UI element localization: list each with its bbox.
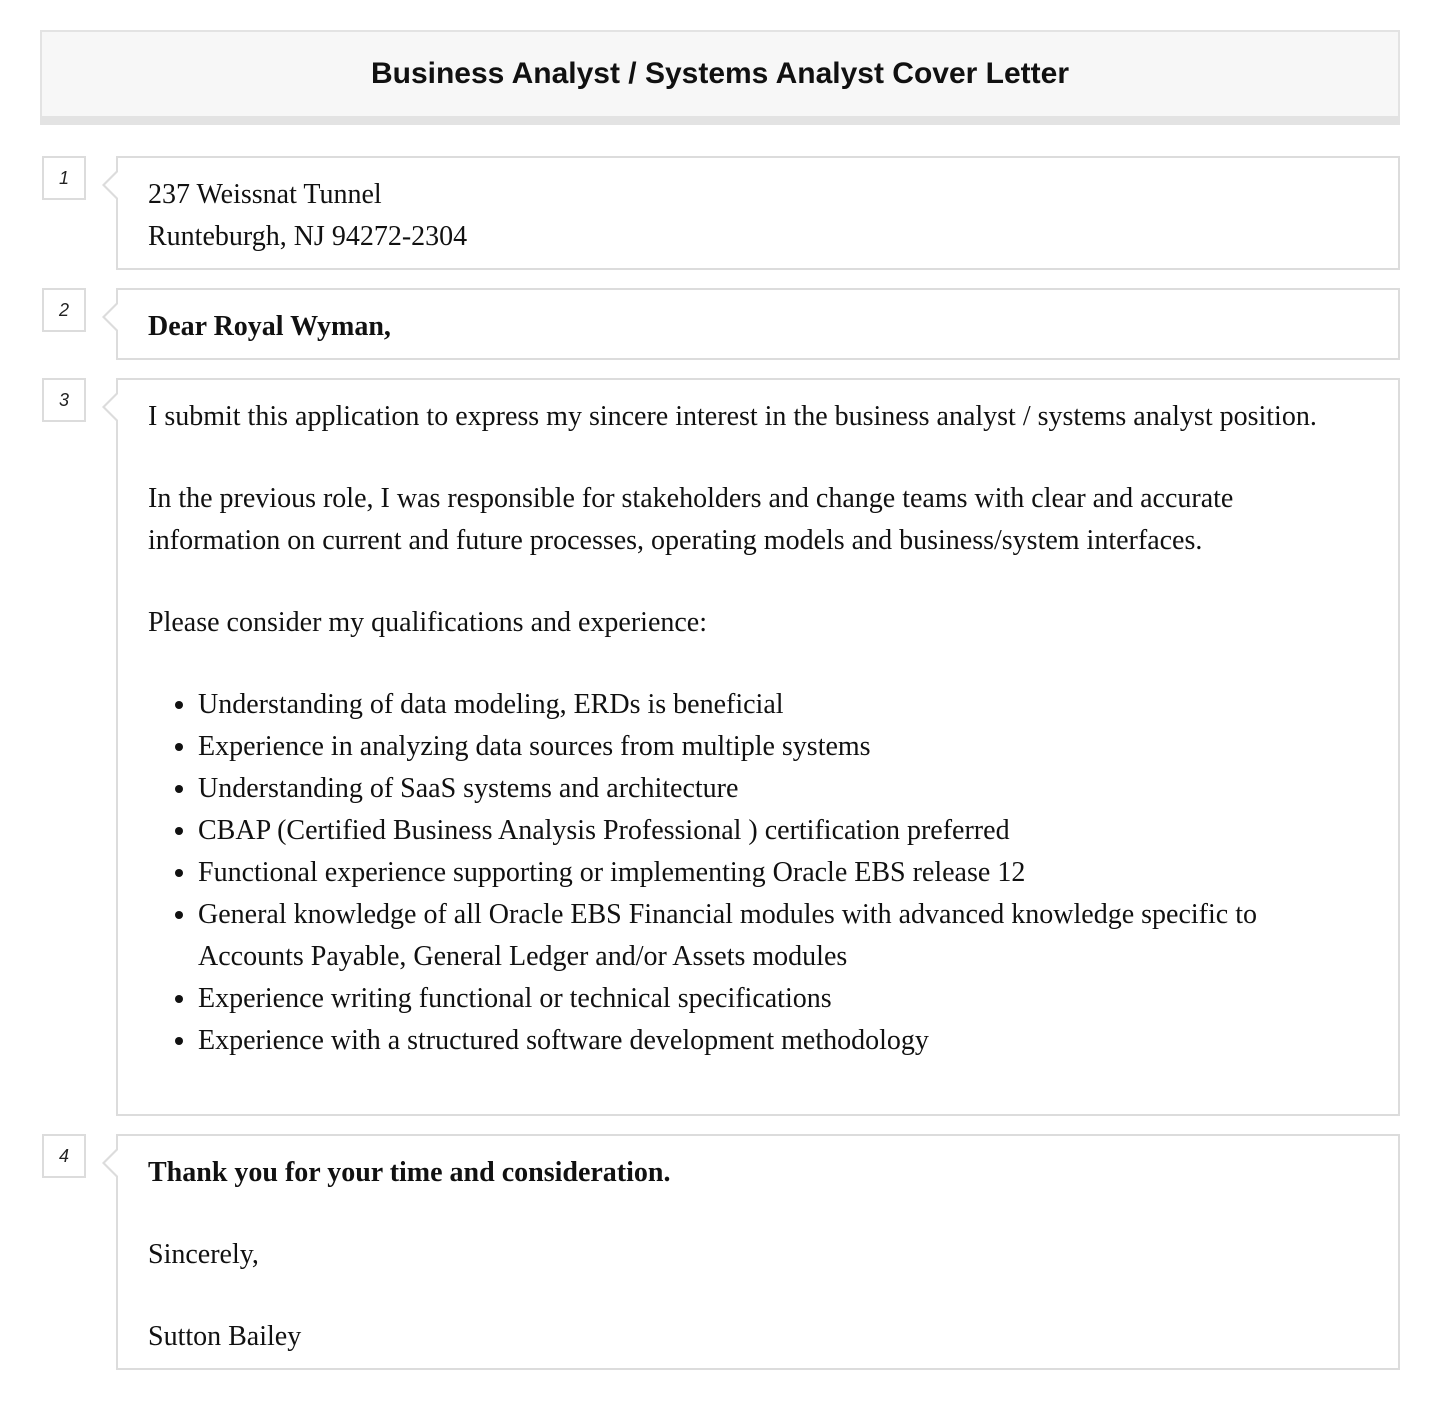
list-item: • Understanding of data modeling, ERDs is beneficial [198,684,1368,726]
section-number: 3 [42,378,86,422]
salutation: Dear Royal Wyman, [148,311,391,342]
closing-line: Sincerely, [148,1239,259,1270]
previous-role-paragraph: In the previous role, I was responsible for stakeholders and change teams with clear and accurate information on current and future processes, operating models and business/system interfaces. [148,483,1234,556]
section-content [116,288,1400,360]
section-content [116,378,1400,1116]
list-item: • Understanding of SaaS systems and architecture [198,768,1368,810]
list-item: • General knowledge of all Oracle EBS Financial modules with advanced knowledge specific to Accounts Payable, General Ledger and/or Assets modules [198,894,1368,978]
list-item: • CBAP (Certified Business Analysis Professional ) certification preferred [198,810,1368,852]
intro-paragraph: I submit this application to express my sincere interest in the business analyst / systems analyst position. [148,401,1317,432]
section-number: 2 [42,288,86,332]
list-item: • Experience in analyzing data sources from multiple systems [198,726,1368,768]
consider-paragraph: Please consider my qualifications and experience: [148,607,708,638]
address-line-2: Runteburgh, NJ 94272-2304 [148,221,468,252]
section-number: 4 [42,1134,86,1178]
page-header [40,30,1400,125]
section-content [116,1134,1400,1370]
list-item: • Experience writing functional or technical specifications [198,978,1368,1020]
section-content [116,156,1400,270]
address-line-1: 237 Weissnat Tunnel [148,179,382,210]
list-item: • Experience with a structured software development methodology [198,1020,1368,1062]
thanks-line: Thank you for your time and consideration. [148,1157,671,1188]
qualifications-list [148,684,1368,1062]
signature: Sutton Bailey [148,1321,302,1352]
section-number: 1 [42,156,86,200]
list-item: • Functional experience supporting or implementing Oracle EBS release 12 [198,852,1368,894]
page-title: Business Analyst / Systems Analyst Cover Letter [370,57,1070,90]
